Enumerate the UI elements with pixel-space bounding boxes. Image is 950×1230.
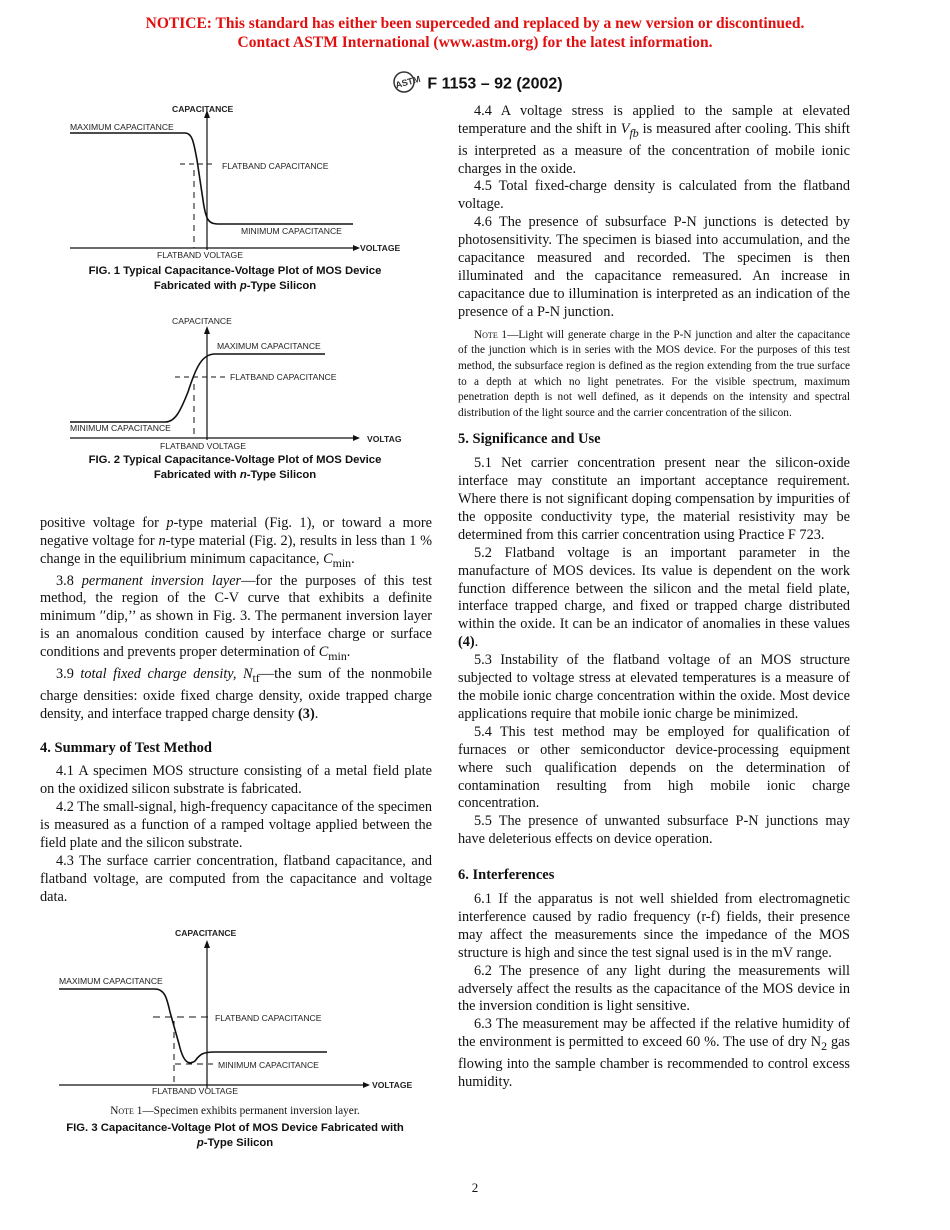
figure-1-caption: [50, 264, 420, 294]
paragraph-5-2: [458, 545, 850, 652]
text-span: 3.9: [56, 665, 81, 682]
figure-1-plot: [60, 100, 420, 270]
paragraph-6-1: 6.1 If the apparatus is not well shielded from electromagnetic interference caused by radio frequency (r-f) fields, their presence may affect the measurements since the impedance of the MOS structure is high and since the test signal used is in the mV range.: [458, 891, 850, 961]
text-span: fb: [629, 125, 639, 140]
text-span: (3): [298, 705, 315, 722]
min-capacitance-label: MINIMUM CAPACITANCE: [70, 423, 171, 433]
text-span: .: [351, 550, 355, 567]
paragraph-5-1: 5.1 Net carrier concentration present near the silicon-oxide interface may constitute an important acceptance requirement. Where there is not significant doping compensation by impurities of the opposite conductivity type, the material resistivity may be determined from this carrier concentration using Practice F 723.: [458, 455, 850, 543]
x-axis-label: VOLTAGE: [360, 243, 401, 253]
paragraph-3-9: [40, 666, 432, 724]
caption-line: [50, 468, 420, 483]
caption-text: -Type Silicon: [246, 469, 317, 481]
caption-italic: n: [239, 469, 247, 481]
paragraph-4-2: 4.2 The small-signal, high-frequency capacitance of the specimen is measured as a function of a ramped voltage applied between the field plate and the silicon substrate.: [40, 799, 432, 852]
text-span: —for the purposes of this test method, the region of the C-V curve that exhibits a definite minimum ′′dip,’’ as shown in Fig. 3. The permanent inversion layer is an anomalous condition caused by interface charge or surface conditions and prevents proper determination of: [40, 572, 432, 661]
x-axis-label: VOLTAGE: [372, 1080, 413, 1090]
caption-line: FIG. 1 Typical Capacitance-Voltage Plot of MOS Device: [88, 265, 382, 277]
text-span: -type material (Fig. 2), results in less than 1 % change in the equilibrium minimum capacitance,: [40, 532, 432, 567]
paragraph-6-2: 6.2 The presence of any light during the measurements will adversely affect the results as the capacitance of the MOS device in the inversion condition is light sensitive.: [458, 962, 850, 1015]
paragraph-5-3: 5.3 Instability of the flatband voltage of an MOS structure subjected to voltage stress at elevated temperatures is a measure of the mobile ionic charge concentration within the oxide. Most device applications require that mobile ionic charge be minimized.: [458, 652, 850, 722]
caption-italic: p: [196, 1137, 204, 1149]
paragraph-3-8: [40, 573, 432, 666]
text-span: 6.3 The measurement may be affected if the relative humidity of the environment is permitted to exceed 60 %. The use of dry N: [458, 1016, 850, 1051]
caption-text: -Type Silicon: [246, 280, 317, 292]
y-axis-label: CAPACITANCE: [172, 316, 232, 326]
text-span: .: [314, 705, 319, 722]
text-span: 2: [821, 1039, 828, 1054]
figure-3-note: [50, 1105, 420, 1117]
text-span: positive voltage for: [40, 515, 167, 531]
paragraph-4-3: 4.3 The surface carrier concentration, flatband capacitance, and flatband voltage, are computed from the capacitance and voltage data.: [40, 852, 432, 905]
astm-logo-icon: [387, 70, 421, 99]
note-1: [458, 328, 850, 422]
text-span: p: [166, 515, 174, 531]
text-span: min: [332, 555, 352, 570]
text-span: Note: [110, 1105, 134, 1117]
y-axis-label: CAPACITANCE: [175, 928, 237, 938]
text-span: 4.4 A voltage stress is applied to the sample at elevated temperature and the shift in: [458, 103, 850, 137]
min-capacitance-label: MINIMUM CAPACITANCE: [241, 226, 342, 236]
text-span: 5.2 Flatband voltage is an important parameter in the manufacture of MOS devices. Its value is dependent on the work function difference between the silicon and the metal field plate, interface trapped charge, and fixed or trapped charge distributed within the oxide. It can be an indicator of anomalies in these values: [458, 544, 850, 633]
paragraph-4-5: 4.5 Total fixed-charge density is calculated from the flatband voltage.: [458, 178, 850, 213]
figure-3: [55, 924, 420, 1094]
left-column: [40, 515, 432, 907]
figure-3-caption: [40, 1121, 430, 1151]
caption-text: Fabricated with: [153, 469, 240, 481]
figure-2-plot: [60, 312, 420, 454]
section-4-heading: 4. Summary of Test Method: [40, 739, 212, 756]
right-column: [458, 103, 850, 1092]
min-capacitance-label: MINIMUM CAPACITANCE: [218, 1060, 319, 1070]
notice-banner: [0, 14, 950, 52]
caption-line: FIG. 2 Typical Capacitance-Voltage Plot of MOS Device: [88, 454, 382, 466]
caption-line: [40, 1136, 430, 1151]
paragraph-4-4: [458, 103, 850, 178]
flatband-capacitance-label: FLATBAND CAPACITANCE: [230, 372, 337, 382]
paragraph-5-4: 5.4 This test method may be employed for qualification of furnaces or other semiconductor device-processing equipment where such qualification depends on the determination of contamination resulting from high mobile ionic charge concentration.: [458, 723, 850, 812]
section-6-heading: 6. Interferences: [458, 867, 555, 884]
text-span: is measured after cooling. This shift is interpreted as a measure of the concentration of mobile ionic charges in the oxide.: [458, 120, 850, 177]
designation: F 1153 – 92 (2002): [427, 75, 563, 93]
text-span: 1—Light will generate charge in the P-N junction and alter the capacitance of the junction which is in series with the MOS device. For the purposes of this test method, the subsurface region is defined as the region extending from the true surface to a depth at which no light penetrates. For the visible spectrum, maximum penetration depth is not well defined, as it depends on the intensity and spectral distribution of the light source and the carrier concentration of the silicon.: [458, 328, 850, 419]
text-span: V: [620, 120, 630, 137]
paragraph-3-7-cont: [40, 515, 432, 573]
flatband-voltage-label: FLATBAND VOLTAGE: [152, 1086, 238, 1094]
text-span: .: [346, 644, 351, 661]
max-capacitance-label: MAXIMUM CAPACITANCE: [59, 976, 163, 986]
text-span: 3.8: [56, 572, 82, 589]
flatband-voltage-label: FLATBAND VOLTAGE: [160, 441, 246, 451]
max-capacitance-label: MAXIMUM CAPACITANCE: [70, 122, 174, 132]
figure-2-caption: [50, 453, 420, 483]
text-span: Note: [474, 328, 498, 341]
text-span: —the sum of the nonmobile charge densities: oxide fixed charge density, oxide trapped charge density, and interface trapped charge density: [40, 665, 433, 722]
section-5-heading: 5. Significance and Use: [458, 431, 601, 448]
text-span: gas flowing into the sample chamber is recommended to control excess humidity.: [458, 1034, 850, 1090]
paragraph-4-6: 4.6 The presence of subsurface P-N junctions is detected by photosensitivity. The specimen is biased into accumulation, and the capacitance measured and recorded. The specimen is then illuminated and the capacitance remeasured. An increase in capacitance due to illumination is interpreted as an indication of the presence of a P-N junction.: [458, 214, 850, 320]
figure-1: [60, 100, 420, 270]
page-number: 2: [471, 1180, 479, 1195]
figure-2: [60, 312, 420, 454]
notice-line-1: NOTICE: This standard has either been superceded and replaced by a new version or discontinued.: [145, 15, 805, 32]
paragraph-6-3: [458, 1016, 850, 1091]
text-span: total fixed charge density, N: [80, 665, 253, 682]
paragraph-4-1: 4.1 A specimen MOS structure consisting of a metal field plate on the oxidized silicon substrate is fabricated.: [40, 763, 432, 798]
caption-text: -Type Silicon: [203, 1137, 274, 1149]
svg-text:ASTM: ASTM: [394, 73, 422, 91]
text-span: (4): [458, 634, 475, 651]
y-axis-label: CAPACITANCE: [172, 104, 234, 114]
flatband-capacitance-label: FLATBAND CAPACITANCE: [215, 1013, 322, 1023]
caption-line: FIG. 3 Capacitance-Voltage Plot of MOS Device Fabricated with: [66, 1122, 404, 1134]
paragraph-5-5: 5.5 The presence of unwanted subsurface P-N junctions may have deleterious effects on device operation.: [458, 813, 850, 848]
text-span: C: [323, 550, 333, 567]
x-axis-label: VOLTAG: [367, 434, 402, 444]
text-span: .: [474, 634, 479, 651]
text-span: min: [328, 649, 347, 664]
document-header: [0, 70, 950, 99]
figure-3-plot: [55, 924, 420, 1094]
max-capacitance-label: MAXIMUM CAPACITANCE: [217, 341, 321, 351]
text-span: permanent inversion layer: [81, 572, 242, 589]
caption-text: Fabricated with: [153, 280, 240, 292]
flatband-capacitance-label: FLATBAND CAPACITANCE: [222, 161, 329, 171]
text-span: C: [318, 644, 329, 661]
flatband-voltage-label: FLATBAND VOLTAGE: [157, 250, 243, 260]
text-span: n: [158, 532, 166, 549]
caption-line: [50, 279, 420, 294]
text-span: 1—Specimen exhibits permanent inversion layer.: [133, 1105, 360, 1117]
caption-italic: p: [239, 280, 247, 292]
text-span: -type material (Fig. 1), or toward a more negative voltage for: [40, 515, 433, 549]
notice-line-2: Contact ASTM International (www.astm.org) for the latest information.: [237, 34, 713, 51]
text-span: tf: [252, 670, 260, 685]
